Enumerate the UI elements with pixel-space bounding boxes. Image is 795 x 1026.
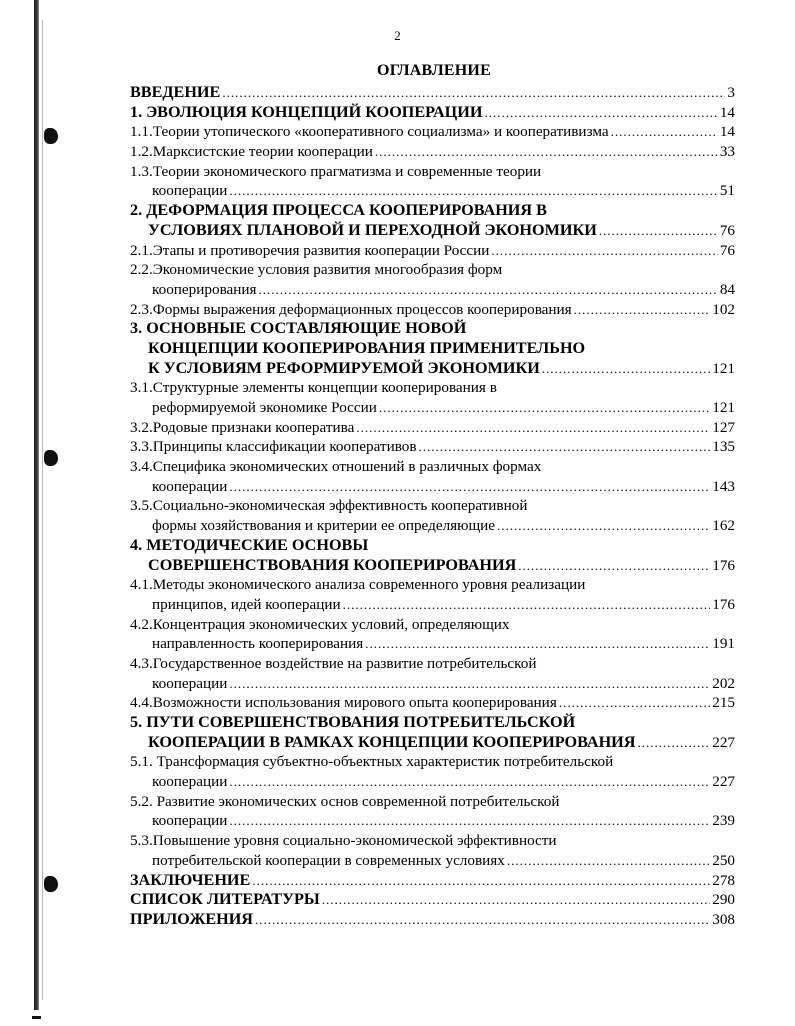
toc-entry-title: реформируемой экономике России: [152, 399, 377, 416]
toc-entry: [130, 792, 735, 812]
toc-entry: [130, 752, 735, 772]
toc-entry-page: 176: [712, 595, 735, 613]
toc-entry-title: 4.4.Возможности использования мирового опыта кооперирования: [130, 694, 557, 712]
toc-entry-page: 84: [719, 280, 735, 298]
toc-entry-title: кооперирования: [152, 280, 257, 298]
toc-entry-page: 239: [712, 812, 735, 830]
toc-entry: [130, 713, 735, 733]
toc-entry-title: 5.3.Повышение уровня социально-экономической эффективности: [130, 832, 557, 850]
toc-entry-title: 4. МЕТОДИЧЕСКИЕ ОСНОВЫ: [130, 535, 369, 554]
toc-entry: [130, 280, 735, 300]
toc-entry: [130, 319, 735, 339]
toc-entry-title: 3.2.Родовые признаки кооператива: [130, 418, 355, 436]
toc-entry-page: 290: [712, 891, 735, 909]
toc-entry: [130, 418, 735, 438]
toc-entry-page: 51: [719, 182, 735, 200]
toc-entry-page: 162: [712, 517, 735, 535]
toc-entry-title: кооперации: [152, 674, 228, 692]
toc-entry-title: 2.1.Этапы и противоречия развития кооперации России: [130, 241, 490, 259]
toc-entry: [130, 595, 735, 615]
toc-entry: [130, 910, 735, 930]
toc-leader-dots: [356, 418, 710, 438]
toc-entry-page: 135: [712, 438, 735, 456]
toc-leader-dots: [229, 811, 710, 831]
toc-entry-title: 3.4.Специфика экономических отношений в различных формах: [130, 458, 542, 476]
toc-entry-title: К УСЛОВИЯМ РЕФОРМИРУЕМОЙ ЭКОНОМИКИ: [148, 358, 540, 377]
toc-entry: [130, 241, 735, 261]
toc-leader-dots: [229, 674, 710, 694]
toc-entry-title: 3.1.Структурные элементы концепции кооперирования в: [130, 379, 497, 397]
toc-leader-dots: [229, 181, 717, 201]
scan-mark: [32, 1016, 41, 1019]
toc-entry-page: 121: [712, 399, 735, 416]
toc-entry: [130, 871, 735, 891]
toc-leader-dots: [322, 890, 710, 910]
toc-entry-page: 308: [712, 910, 735, 928]
toc-entry: [130, 162, 735, 182]
toc-entry-title: ПРИЛОЖЕНИЯ: [130, 909, 253, 928]
toc-entry: [130, 890, 735, 910]
toc-entry-title: формы хозяйствования и критерии ее определяющие: [152, 517, 496, 535]
toc-entry-title: 1.2.Марксистские теории кооперации: [130, 143, 373, 161]
toc-entry-page: 143: [712, 477, 735, 495]
toc-entry-title: кооперации: [152, 182, 228, 200]
scan-binding-line: [42, 20, 43, 1000]
toc-entry-title: 2. ДЕФОРМАЦИЯ ПРОЦЕССА КООПЕРИРОВАНИЯ В: [130, 201, 547, 220]
toc-entry-page: 215: [712, 694, 735, 712]
toc-leader-dots: [343, 595, 711, 615]
toc-entry: [130, 477, 735, 497]
toc-entry-page: 33: [719, 143, 735, 161]
toc-entry-page: 3: [727, 84, 735, 101]
toc-entry-page: 227: [712, 773, 735, 791]
toc-entry: [130, 142, 735, 162]
toc-entry-title: СПИСОК ЛИТЕРАТУРЫ: [130, 890, 320, 909]
toc-leader-dots: [222, 83, 725, 103]
toc-entry: [130, 457, 735, 477]
toc-entry: [130, 260, 735, 280]
toc-entry: [130, 300, 735, 320]
toc-entry-title: 1. ЭВОЛЮЦИЯ КОНЦЕПЦИЙ КООПЕРАЦИИ: [130, 102, 483, 121]
toc-leader-dots: [259, 280, 718, 300]
toc-leader-dots: [599, 221, 718, 241]
toc-entry: [130, 339, 735, 359]
toc-entry-page: 127: [712, 418, 735, 436]
toc-entry: [130, 615, 735, 635]
toc-entry-title: направленность кооперирования: [152, 635, 364, 653]
toc-entry-page: 250: [712, 851, 735, 869]
toc-entry: [130, 575, 735, 595]
toc-leader-dots: [365, 634, 710, 654]
toc-entry-title: 2.3.Формы выражения деформационных процессов кооперирования: [130, 300, 572, 318]
toc-leader-dots: [507, 851, 710, 871]
toc-entry-title: 1.1.Теории утопического «кооперативного социализма» и кооперативизма: [130, 123, 609, 141]
toc-entry-title: кооперации: [152, 812, 228, 830]
toc-entry: [130, 634, 735, 654]
toc-entry: [130, 201, 735, 221]
toc-entry: [130, 556, 735, 576]
toc-entry-title: 2.2.Экономические условия развития многообразия форм: [130, 261, 503, 279]
page-number: 2: [394, 28, 401, 43]
toc-entry-page: 278: [712, 871, 735, 889]
toc-leader-dots: [518, 556, 710, 576]
punch-hole-mark: [44, 876, 58, 892]
toc-entry-page: 102: [712, 300, 735, 318]
toc-entry-title: 4.2.Концентрация экономических условий, определяющих: [130, 615, 510, 633]
toc-entry-title: кооперации: [152, 773, 228, 791]
toc-entry-title: 3.3.Принципы классификации кооперативов: [130, 438, 417, 456]
table-of-contents: [130, 83, 735, 930]
toc-entry: [130, 83, 735, 103]
toc-leader-dots: [252, 871, 710, 891]
toc-entry: [130, 516, 735, 536]
toc-entry: [130, 122, 735, 142]
toc-entry-page: 76: [719, 221, 735, 239]
toc-entry: [130, 831, 735, 851]
page-title: ОГЛАВЛЕНИЕ: [377, 62, 491, 79]
toc-entry-page: 76: [719, 241, 735, 259]
toc-leader-dots: [484, 103, 717, 123]
toc-entry-page: 202: [712, 674, 735, 692]
toc-leader-dots: [379, 398, 710, 418]
toc-entry: [130, 496, 735, 516]
toc-entry: [130, 693, 735, 713]
toc-entry-title: 3.5.Социально-экономическая эффективность кооперативной: [130, 497, 528, 515]
punch-hole-mark: [44, 128, 58, 144]
toc-entry-title: ЗАКЛЮЧЕНИЕ: [130, 870, 251, 889]
toc-entry-title: ВВЕДЕНИЕ: [130, 83, 221, 101]
toc-entry: [130, 674, 735, 694]
toc-entry: [130, 398, 735, 418]
toc-entry-page: 14: [719, 123, 735, 141]
toc-entry-title: принципов, идей кооперации: [152, 595, 341, 613]
toc-entry: [130, 733, 735, 753]
toc-entry: [130, 103, 735, 123]
toc-leader-dots: [375, 142, 718, 162]
toc-entry-page: 227: [712, 733, 735, 751]
toc-leader-dots: [611, 122, 718, 142]
toc-leader-dots: [637, 733, 710, 753]
toc-leader-dots: [229, 772, 710, 792]
toc-entry-title: 5.2. Развитие экономических основ современной потребительской: [130, 792, 560, 810]
toc-entry: [130, 811, 735, 831]
toc-entry-title: 4.3.Государственное воздействие на развитие потребительской: [130, 654, 537, 672]
toc-entry: [130, 221, 735, 241]
toc-leader-dots: [574, 300, 711, 320]
toc-entry-title: 1.3.Теории экономического прагматизма и современные теории: [130, 162, 542, 180]
toc-leader-dots: [497, 516, 710, 536]
toc-entry-title: 3. ОСНОВНЫЕ СОСТАВЛЯЮЩИЕ НОВОЙ: [130, 319, 467, 338]
punch-hole-mark: [44, 450, 58, 466]
toc-entry: [130, 536, 735, 556]
scan-binding-edge: [34, 0, 39, 1010]
toc-leader-dots: [419, 437, 711, 457]
toc-entry-title: 5. ПУТИ СОВЕРШЕНСТВОВАНИЯ ПОТРЕБИТЕЛЬСКОЙ: [130, 713, 576, 731]
toc-leader-dots: [542, 359, 710, 379]
toc-leader-dots: [255, 910, 710, 930]
toc-entry: [130, 181, 735, 201]
toc-entry-title: 5.1. Трансформация субъектно-объектных характеристик потребительской: [130, 753, 614, 771]
toc-entry-page: 191: [712, 635, 735, 653]
toc-entry-title: 4.1.Методы экономического анализа современного уровня реализации: [130, 576, 586, 594]
toc-entry-title: КОНЦЕПЦИИ КООПЕРИРОВАНИЯ ПРИМЕНИТЕЛЬНО: [148, 338, 586, 357]
toc-entry-title: УСЛОВИЯХ ПЛАНОВОЙ И ПЕРЕХОДНОЙ ЭКОНОМИКИ: [148, 220, 597, 239]
toc-entry-title: потребительской кооперации в современных условиях: [152, 851, 505, 869]
toc-entry-title: СОВЕРШЕНСТВОВАНИЯ КООПЕРИРОВАНИЯ: [148, 555, 517, 574]
toc-entry-page: 14: [719, 103, 735, 121]
toc-entry-page: 121: [712, 359, 735, 377]
toc-entry-title: КООПЕРАЦИИ В РАМКАХ КОНЦЕПЦИИ КООПЕРИРОВАНИЯ: [148, 732, 636, 751]
toc-entry-title: кооперации: [152, 477, 228, 495]
toc-entry: [130, 851, 735, 871]
toc-entry: [130, 437, 735, 457]
toc-leader-dots: [229, 477, 710, 497]
toc-entry: [130, 772, 735, 792]
toc-leader-dots: [559, 693, 710, 713]
toc-entry: [130, 359, 735, 379]
toc-entry-page: 176: [712, 556, 735, 574]
toc-entry: [130, 654, 735, 674]
toc-leader-dots: [491, 241, 717, 261]
toc-entry: [130, 378, 735, 398]
